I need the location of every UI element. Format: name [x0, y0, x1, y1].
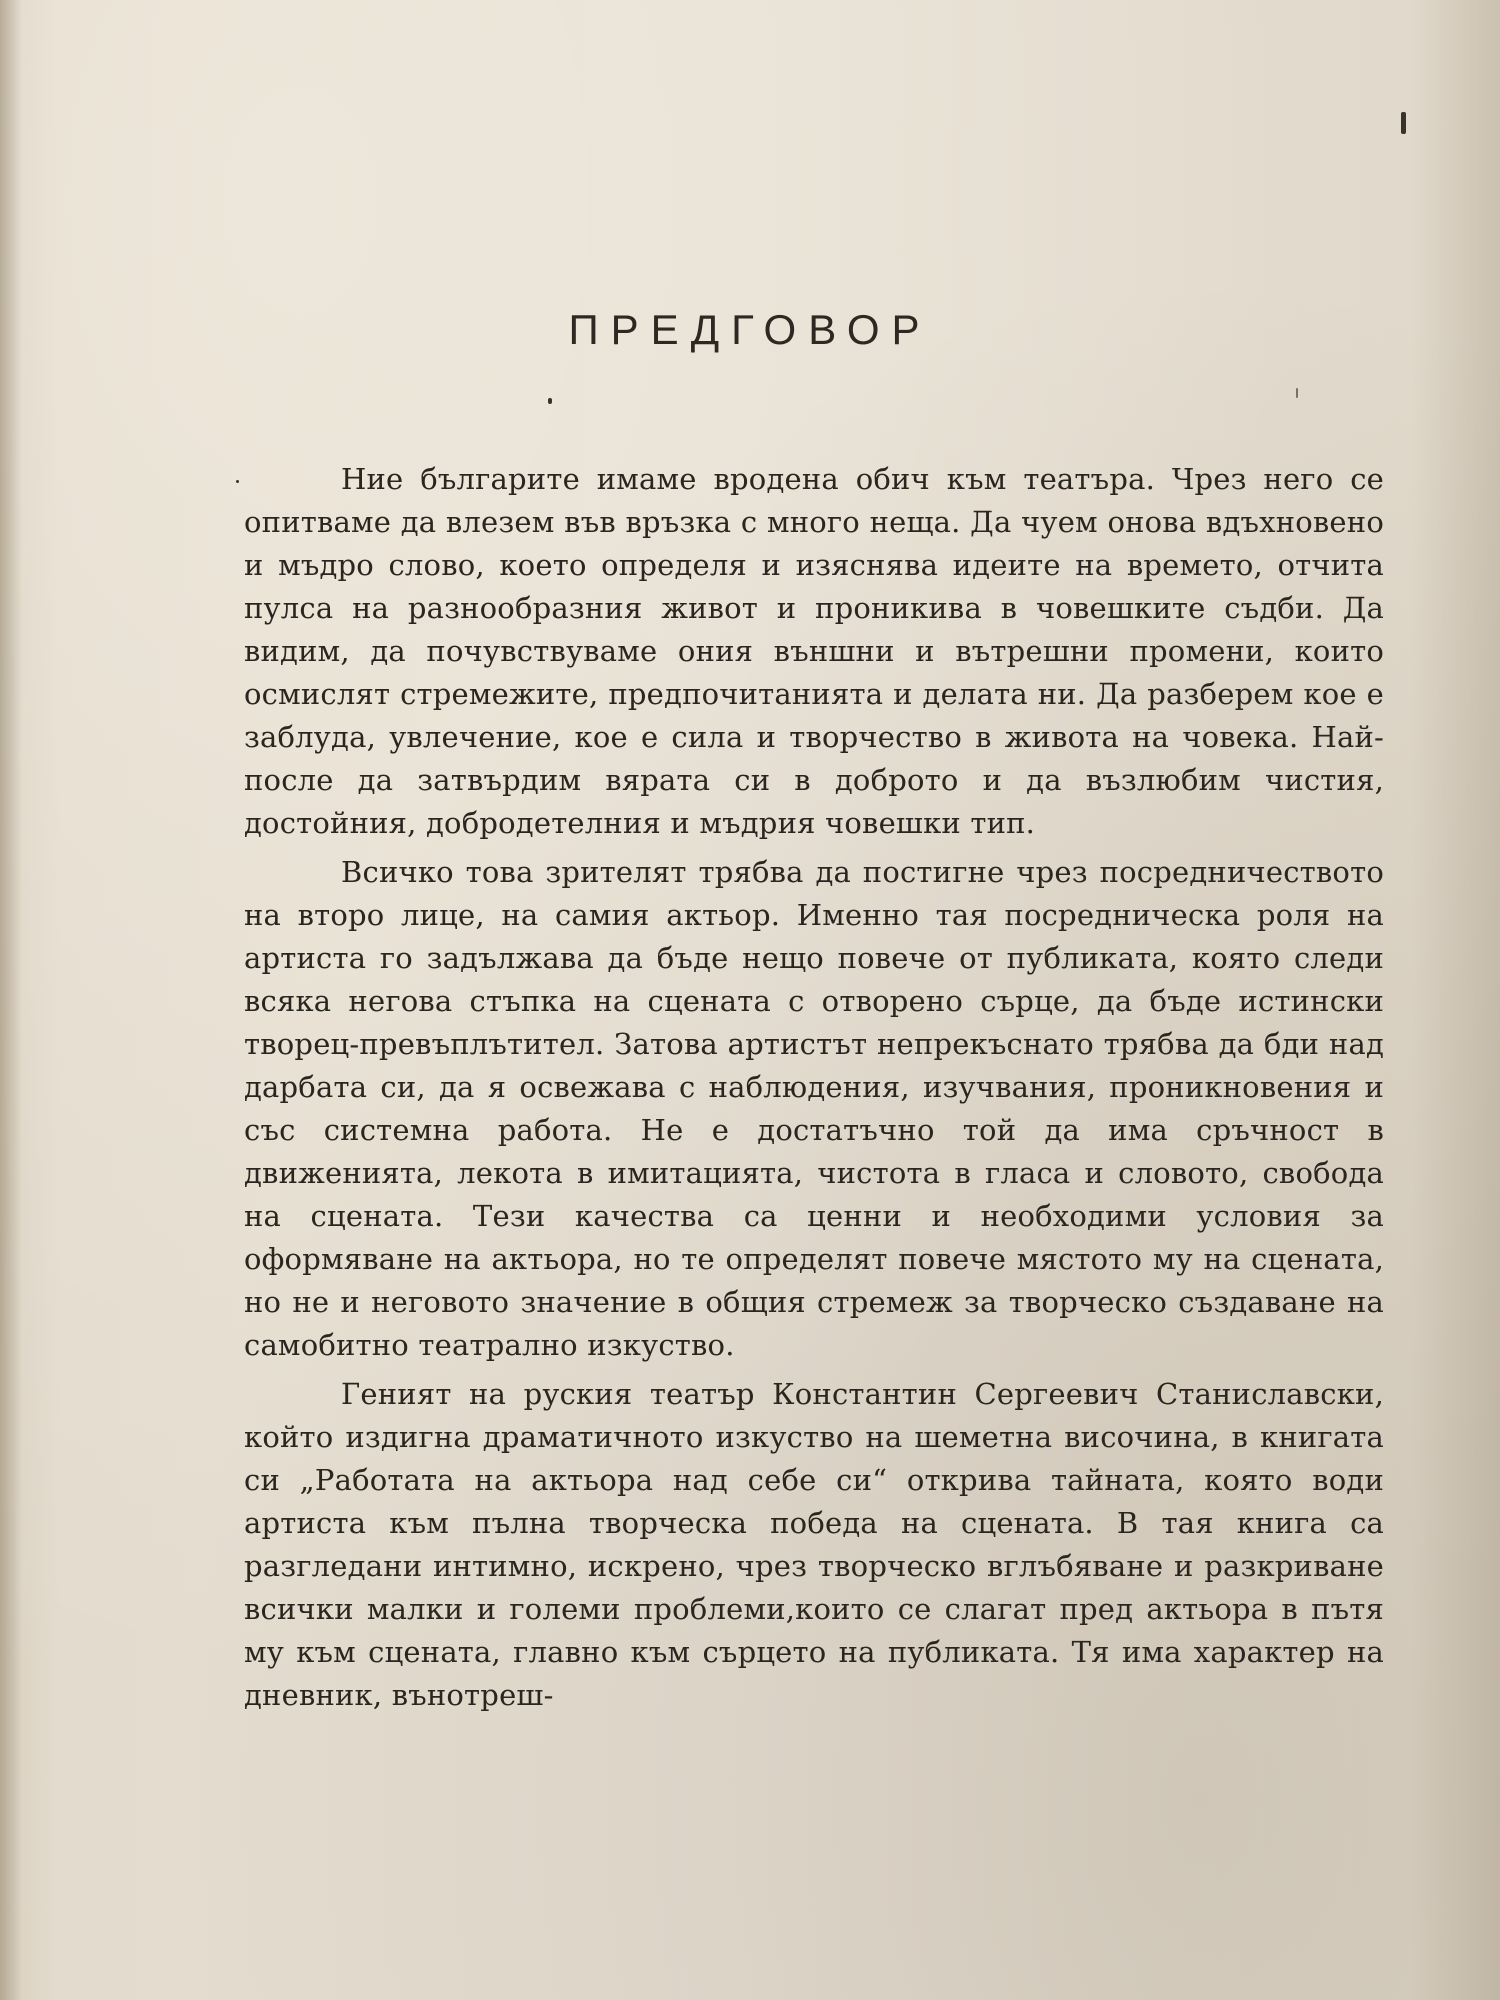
preface-body [244, 458, 1384, 1723]
paper-speck [236, 480, 239, 483]
page-title: ПРЕДГОВОР [568, 306, 932, 353]
paper-speck [1296, 388, 1298, 398]
paragraph-2: Всичко това зрителят трябва да постигне чрез посредничеството на второ лице, на самия актьор. Именно тая посредническа роля на артиста го задължава да бъде нещо повече от публиката, която следи всяка негова стъпка на сцената с отворено сърце, да бъде истински творец-превъплътител. Затова артистът непрекъснато трябва да бди над дарбата си, да я освежава с наблюдения, изучвания, проникновения и със системна работа. Не е достатъчно той да има сръчност в движенията, лекота в имитацията, чистота в гласа и словото, свобода на сцената. Тези качества са ценни и необходими условия за оформяване на актьора, но те определят повече мястото му на сцената, но не и неговото значение в общия стремеж за творческо създаване на самобитно театрално изкуство. [244, 855, 1384, 1362]
paragraph-1: Ние българите имаме вродена обич към театъра. Чрез него се опитваме да влезем във връзка с много неща. Да чуем онова вдъхновено и мъдро слово, което определя и изяснява идеите на времето, отчита пулса на разнообразния живот и проникива в човешките съдби. Да видим, да почувствуваме ония външни и вътрешни промени, които осмислят стремежите, предпочитанията и делата ни. Да разберем кое е заблуда, увлечение, кое е сила и творчество в живота на човека. Най-после да затвърдим вярата си в доброто и да възлюбим чистия, достойния, добродетелния и мъдрия човешки тип. [244, 462, 1384, 840]
paragraph-3: Геният на руския театър Константин Сергеевич Станиславски, който издигна драматичното изкуство на шеметна височина, в книгата си „Работата на актьора над себе си“ открива тайната, която води артиста към пълна творческа победа на сцената. В тая книга са разгледани интимно, искрено, чрез творческо вглъбяване и разкриване всички малки и големи проблеми,които се слагат пред актьора в пътя му към сцената, главно към сърцето на публиката. Тя има характер на дневник, вънотреш- [244, 1377, 1384, 1712]
page-gutter-shadow [0, 0, 22, 2000]
paper-speck [548, 398, 552, 404]
paper-speck [1401, 112, 1406, 134]
